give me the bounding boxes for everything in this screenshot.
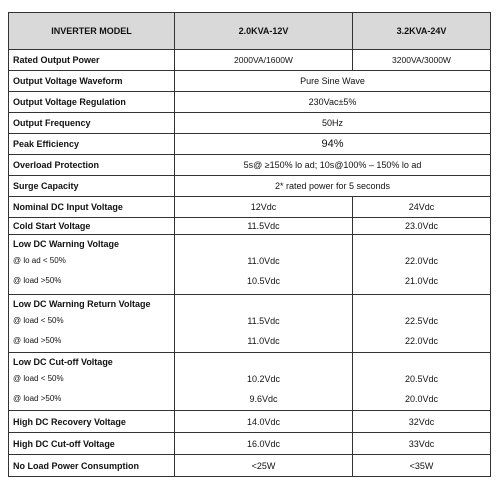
sub-label-high-load: @ load >50% [13,394,62,403]
value-high-load: 9.6Vdc [249,394,278,404]
row-value-2kva: 16.0Vdc [175,433,353,455]
table-row [9,218,491,235]
row-value-2kva [175,235,353,295]
row-value-2kva: 14.0Vdc [175,411,353,433]
sub-label-low-load: @ load < 50% [13,316,64,325]
row-value-2kva: 2000VA/1600W [175,50,353,71]
value-high-load: 22.0Vdc [404,336,439,346]
table-row [9,433,491,455]
row-value-2kva: 12Vdc [175,197,353,218]
value-low-load: 20.5Vdc [404,374,439,384]
sub-label-low-load: @ load < 50% [13,374,64,383]
row-value-3kva: 33Vdc [353,433,491,455]
table-row [9,176,491,197]
row-value: 2* rated power for 5 seconds [175,176,491,197]
row-label: Overload Protection [9,155,175,176]
row-value-3kva: 32Vdc [353,411,491,433]
table-row [9,353,491,411]
inverter-spec-table [8,12,491,477]
row-label: Surge Capacity [9,176,175,197]
row-value-2kva: 11.5Vdc [175,218,353,235]
value-high-load: 10.5Vdc [246,276,281,286]
row-value: Pure Sine Wave [175,71,491,92]
table-row [9,295,491,353]
row-value-3kva: 23.0Vdc [353,218,491,235]
table-row [9,155,491,176]
sub-label-low-load: @ lo ad < 50% [13,256,66,265]
table-row [9,455,491,477]
row-label: Low DC Cut-off Voltage [13,357,113,367]
row-label: Peak Efficiency [9,134,175,155]
row-value-3kva [353,235,491,295]
row-value: 230Vac±5% [175,92,491,113]
row-label: Output Voltage Regulation [9,92,175,113]
value-low-load: 11.0Vdc [247,256,280,266]
table-row [9,411,491,433]
table-row [9,235,491,295]
value-low-load: 22.5Vdc [404,316,439,326]
row-label-cell [9,295,175,353]
row-label: Cold Start Voltage [9,218,175,235]
header-col-2kva: 2.0KVA-12V [175,13,353,50]
sub-label-high-load: @ load >50% [13,336,62,345]
table-row [9,197,491,218]
row-value-2kva [175,353,353,411]
header-col-3kva: 3.2KVA-24V [353,13,491,50]
table-row [9,71,491,92]
row-label: Rated Output Power [9,50,175,71]
table-row [9,134,491,155]
row-value: 94% [175,134,491,155]
value-low-load: 10.2Vdc [246,374,281,384]
row-value-3kva: 24Vdc [353,197,491,218]
row-label: Low DC Warning Voltage [13,239,119,249]
row-label: Low DC Warning Return Voltage [13,299,151,309]
row-label-cell [9,353,175,411]
table-row [9,50,491,71]
value-low-load: 22.0Vdc [404,256,439,266]
row-value-3kva [353,295,491,353]
sub-label-high-load: @ load >50% [13,276,62,285]
table-row [9,113,491,134]
header-model: INVERTER MODEL [9,13,175,50]
row-label: High DC Recovery Voltage [9,411,175,433]
header-row [9,13,491,50]
row-label: Nominal DC Input Voltage [9,197,175,218]
value-high-load: 11.0Vdc [247,336,280,346]
row-value-3kva: 3200VA/3000W [353,50,491,71]
value-high-load: 20.0Vdc [404,394,439,404]
row-value-2kva [175,295,353,353]
table-row [9,92,491,113]
row-label-cell [9,235,175,295]
row-label: Output Voltage Waveform [9,71,175,92]
row-label: High DC Cut-off Voltage [9,433,175,455]
row-label: No Load Power Consumption [9,455,175,477]
row-value-2kva: <25W [175,455,353,477]
value-low-load: 11.5Vdc [247,316,280,326]
row-value: 5s@ ≥150% lo ad; 10s@100% – 150% lo ad [175,155,491,176]
row-value-3kva: <35W [353,455,491,477]
value-high-load: 21.0Vdc [404,276,439,286]
row-label: Output Frequency [9,113,175,134]
row-value-3kva [353,353,491,411]
row-value: 50Hz [175,113,491,134]
